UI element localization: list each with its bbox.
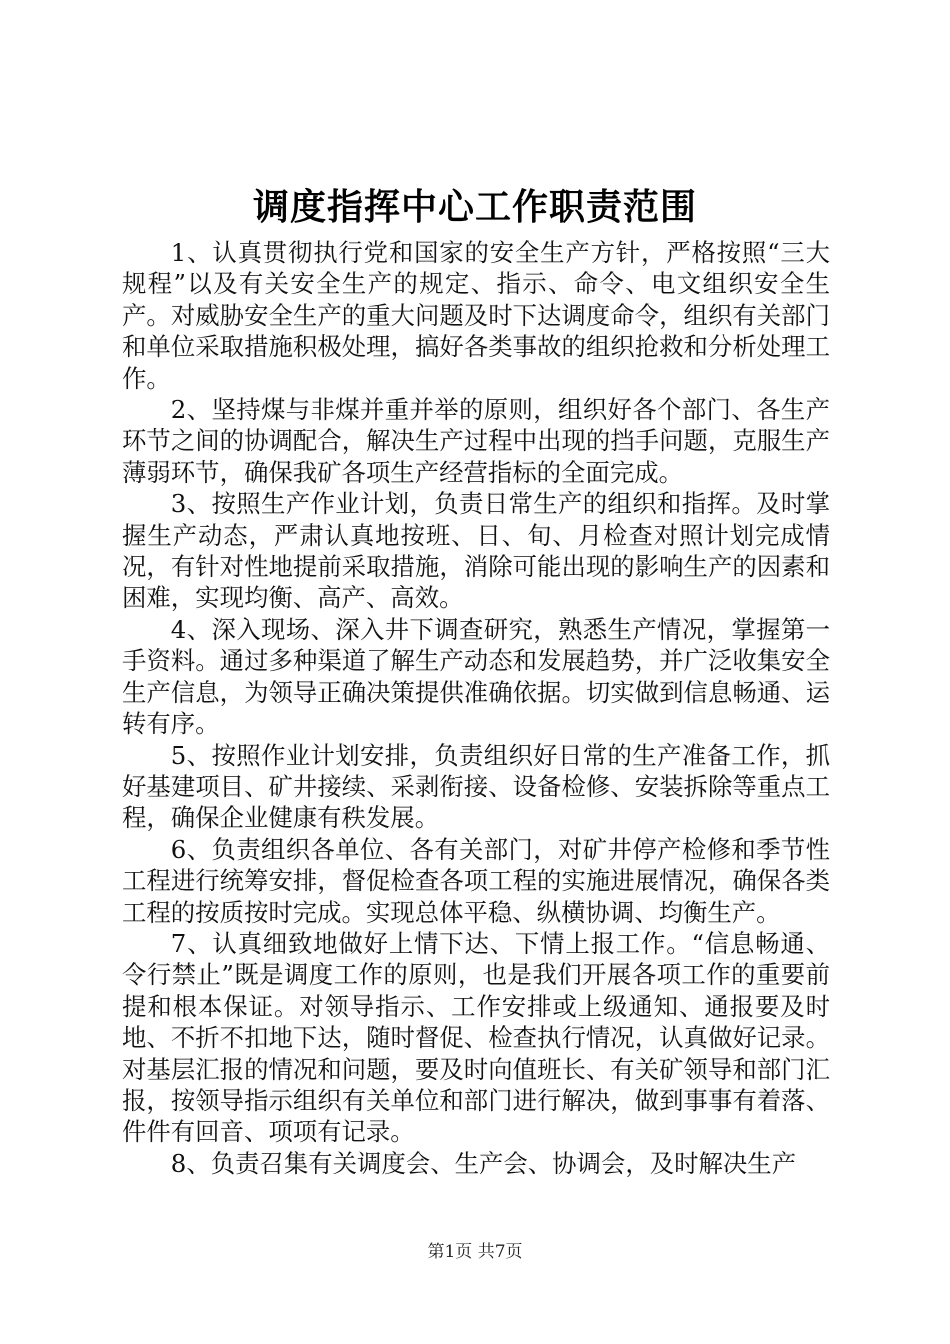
- paragraph-3: 3、按照生产作业计划，负责日常生产的组织和指挥。及时掌握生产动态，严肃认真地按班、日、旬、月检查对照计划完成情况，有针对性地提前采取措施，消除可能出现的影响生产的因素和困难，实现均衡、高产、高效。: [122, 489, 830, 613]
- paragraph-1: 1、认真贯彻执行党和国家的安全生产方针，严格按照“三大规程”以及有关安全生产的规定、指示、命令、电文组织安全生产。对威胁安全生产的重大问题及时下达调度命令，组织有关部门和单位采取措施积极处理，搞好各类事故的组织抢救和分析处理工作。: [122, 238, 830, 393]
- paragraph-6: 6、负责组织各单位、各有关部门，对矿井停产检修和季节性工程进行统筹安排，督促检查各项工程的实施进展情况，确保各类工程的按质按时完成。实现总体平稳、纵横协调、均衡生产。: [122, 834, 830, 927]
- document-title: 调度指挥中心工作职责范围: [252, 187, 697, 228]
- paragraph-7: 7、认真细致地做好上情下达、下情上报工作。“信息畅通、令行禁止”既是调度工作的原则，也是我们开展各项工作的重要前提和根本保证。对领导指示、工作安排或上级通知、通报要及时地、不折不扣地下达，随时督促、检查执行情况，认真做好记录。对基层汇报的情况和问题，要及时向值班长、有关矿领导和部门汇报，按领导指示组织有关单位和部门进行解决，做到事事有着落、件件有回音、项项有记录。: [122, 928, 830, 1147]
- document-body: [122, 237, 830, 1179]
- page-number-footer: 第1页 共7页: [427, 1242, 523, 1262]
- paragraph-4: 4、深入现场、深入井下调查研究，熟悉生产情况，掌握第一手资料。通过多种渠道了解生产动态和发展趋势，并广泛收集安全生产信息，为领导正确决策提供准确依据。切实做到信息畅通、运转有序。: [122, 614, 830, 739]
- paragraph-2: 2、坚持煤与非煤并重并举的原则，组织好各个部门、各生产环节之间的协调配合，解决生产过程中出现的挡手问题，克服生产薄弱环节，确保我矿各项生产经营指标的全面完成。: [122, 395, 830, 487]
- paragraph-5: 5、按照作业计划安排，负责组织好日常的生产准备工作，抓好基建项目、矿井接续、采剥衔接、设备检修、安装拆除等重点工程，确保企业健康有秩发展。: [122, 740, 830, 833]
- paragraph-8: 8、负责召集有关调度会、生产会、协调会，及时解决生产: [170, 1148, 797, 1178]
